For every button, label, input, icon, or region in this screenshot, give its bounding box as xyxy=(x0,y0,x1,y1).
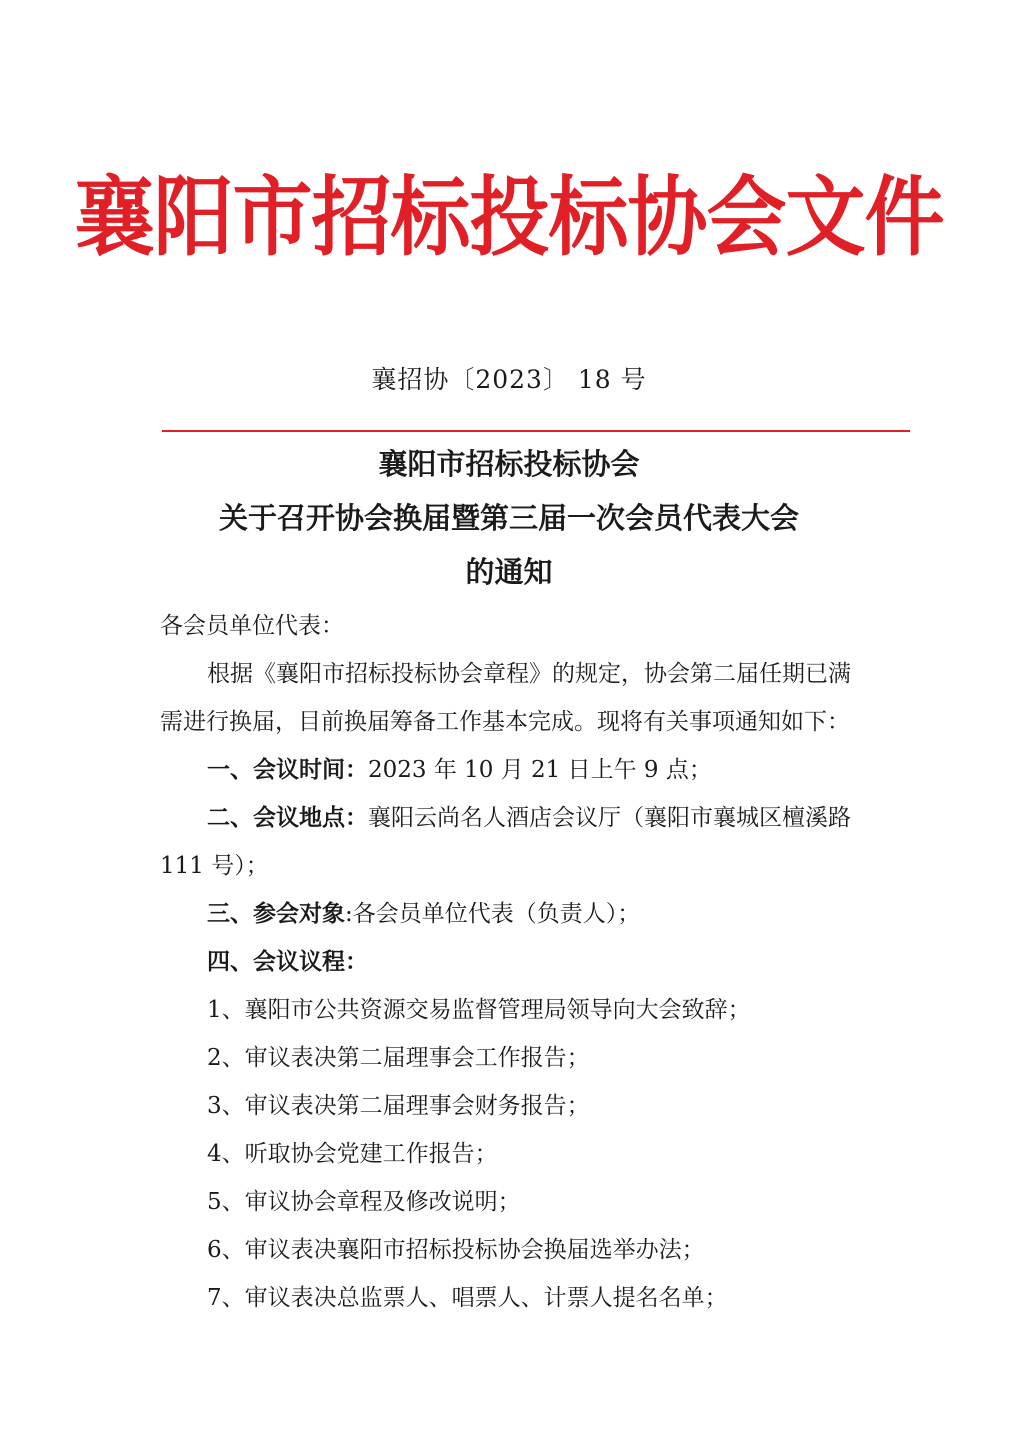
notice-title-line-3: 的通知 xyxy=(465,555,553,589)
agenda-item: 5、审议协会章程及修改说明； xyxy=(207,1189,521,1215)
intro-line-1: 根据《襄阳市招标投标协会章程》的规定，协会第二届任期已满 xyxy=(207,661,851,687)
intro-line-2: 需进行换届，目前换届筹备工作基本完成。现将有关事项通知如下： xyxy=(160,709,850,735)
red-divider-line xyxy=(162,430,910,432)
agenda-item: 7、审议表决总监票人、唱票人、计票人提名名单； xyxy=(207,1285,728,1311)
salutation: 各会员单位代表： xyxy=(160,613,344,639)
agenda-item: 4、听取协会党建工作报告； xyxy=(207,1141,498,1167)
meeting-place-value: 襄阳云尚名人酒店会议厅（襄阳市襄城区檀溪路 xyxy=(368,805,851,831)
notice-title-line-1: 襄阳市招标投标协会 xyxy=(378,447,640,481)
agenda-item: 3、审议表决第二届理事会财务报告； xyxy=(207,1093,590,1119)
meeting-attendees-label: 三、参会对象 xyxy=(207,900,345,927)
meeting-time xyxy=(207,752,712,788)
meeting-agenda-heading: 四、会议议程： xyxy=(207,948,368,975)
agenda-item: 2、审议表决第二届理事会工作报告； xyxy=(207,1045,590,1071)
document-masthead: 襄阳市招标投标协会文件 xyxy=(74,167,944,268)
meeting-place-label: 二、会议地点： xyxy=(207,804,368,831)
agenda-item: 1、襄阳市公共资源交易监督管理局领导向大会致辞； xyxy=(207,997,751,1023)
meeting-place xyxy=(207,800,851,836)
meeting-attendees-value: :各会员单位代表（负责人）； xyxy=(345,901,641,927)
agenda-item: 6、审议表决襄阳市招标投标协会换届选举办法； xyxy=(207,1237,705,1263)
meeting-place-continued: 111 号）； xyxy=(160,853,269,879)
meeting-time-label: 一、会议时间： xyxy=(207,756,368,783)
document-number: 襄招协〔2023〕 18 号 xyxy=(371,365,647,394)
notice-title-line-2: 关于召开协会换届暨第三届一次会员代表大会 xyxy=(218,501,799,535)
meeting-time-value: 2023 年 10 月 21 日上午 9 点； xyxy=(368,757,712,783)
meeting-attendees xyxy=(207,896,640,932)
